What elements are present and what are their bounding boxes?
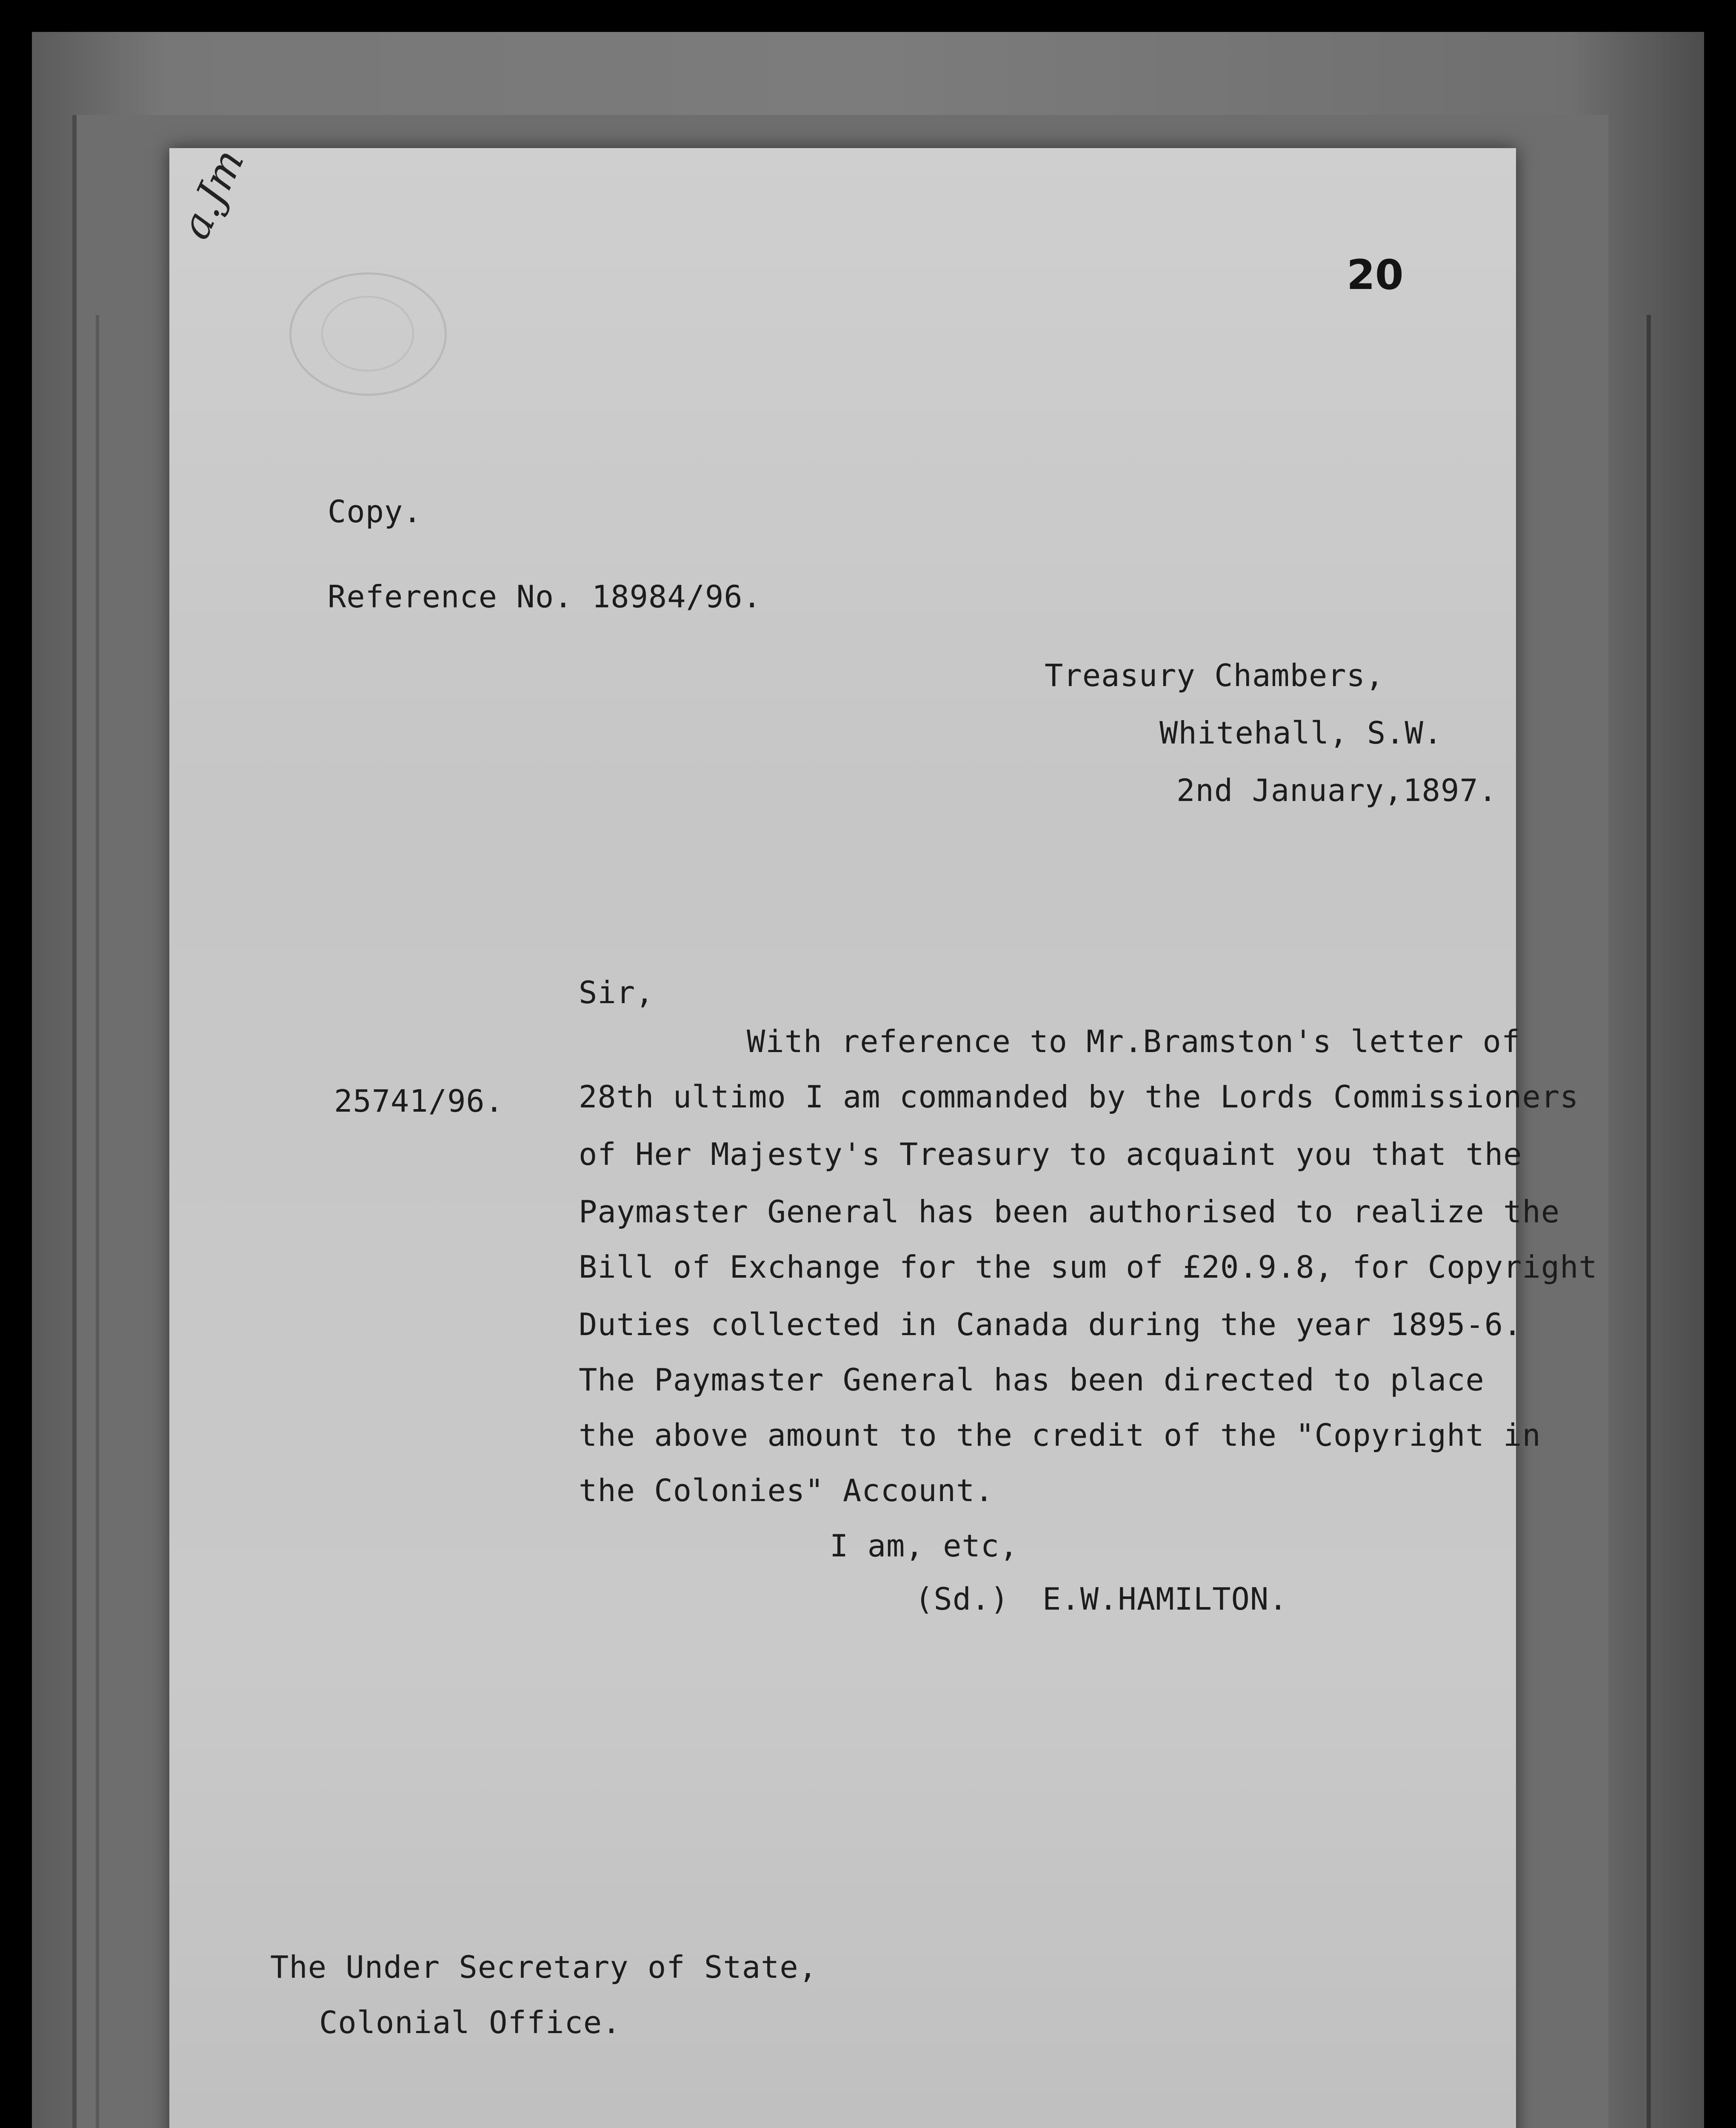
address-line-1: Treasury Chambers, (1045, 658, 1385, 693)
closing: I am, etc, (830, 1528, 1019, 1564)
body-line: the above amount to the credit of the "Copyright in (579, 1417, 1541, 1453)
copy-mark: Copy. (328, 494, 422, 529)
reference-number: Reference No. 18984/96. (328, 579, 762, 615)
left-frame-line (96, 315, 99, 2128)
recipient-line-2: Colonial Office. (319, 2005, 621, 2040)
page-number: 20 (1347, 251, 1404, 299)
body-line: Bill of Exchange for the sum of £20.9.8, for Copyright (579, 1249, 1598, 1285)
signature-mark: (Sd.) (915, 1581, 1009, 1617)
body-line: The Paymaster General has been directed to place (579, 1362, 1485, 1398)
letter-date: 2nd January,1897. (1176, 772, 1497, 808)
signature-name: E.W.HAMILTON. (1042, 1581, 1288, 1617)
margin-initials: a.Jm (171, 142, 254, 246)
margin-reference: 25741/96. (334, 1083, 504, 1119)
body-line: of Her Majesty's Treasury to acquaint you that the (579, 1136, 1522, 1172)
recipient-line-1: The Under Secretary of State, (270, 1949, 818, 1985)
embossed-seal-icon (289, 272, 447, 396)
right-frame-line (1647, 315, 1651, 2128)
body-line: the Colonies" Account. (579, 1473, 994, 1508)
salutation: Sir, (579, 975, 654, 1010)
body-line: 28th ultimo I am commanded by the Lords Commissioners (579, 1079, 1579, 1115)
body-line: With reference to Mr.Bramston's letter of (747, 1024, 1521, 1059)
body-line: Duties collected in Canada during the year 1895-6. (579, 1307, 1522, 1342)
address-line-2: Whitehall, S.W. (1159, 715, 1443, 751)
body-line: Paymaster General has been authorised to realize the (579, 1194, 1560, 1230)
